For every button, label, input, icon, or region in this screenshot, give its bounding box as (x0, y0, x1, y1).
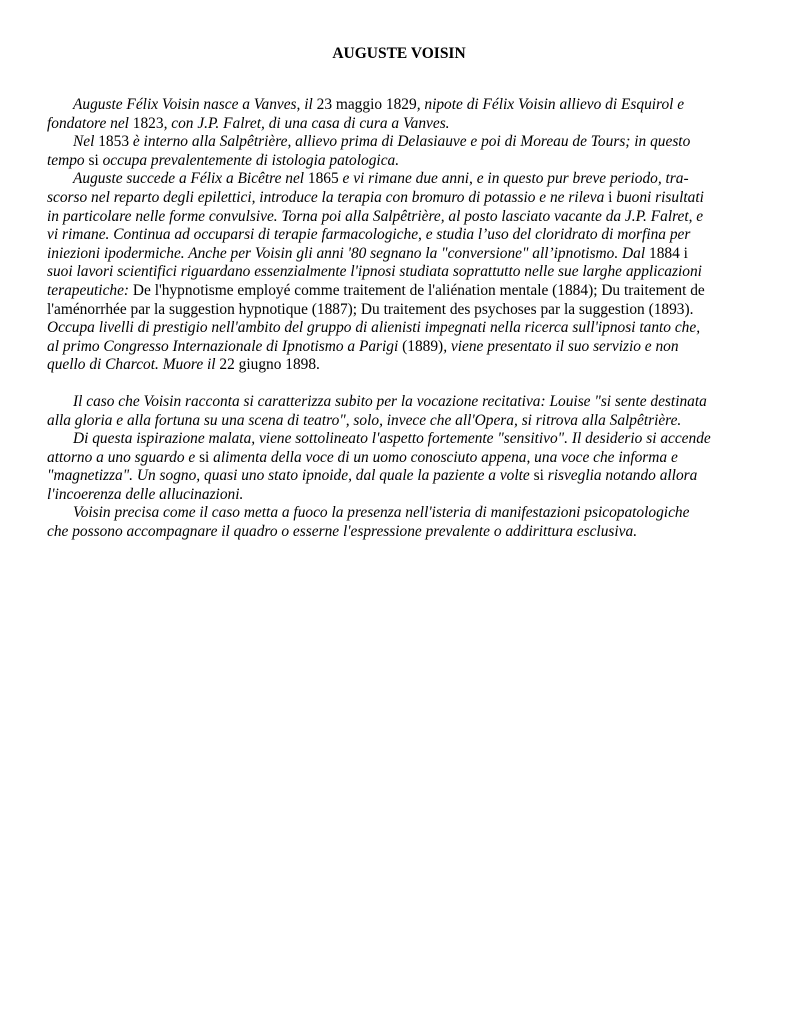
text-run: alla gloria e alla fortuna su una scena di teatro", solo, invece che all'Opera, si ritrova alla Salpêtrière. (47, 411, 682, 429)
text-line (47, 115, 747, 134)
text-run: 1884 (649, 244, 680, 262)
paragraph (47, 133, 747, 170)
text-run: attorno a uno sguardo e (47, 448, 200, 466)
text-run: alimenta della voce di un uomo conosciuto appena, una voce che informa e (209, 448, 678, 466)
document-body (47, 96, 747, 542)
text-line (47, 226, 747, 245)
text-run: Occupa livelli di prestigio nell'ambito del gruppo di alienisti impegnati nella ricerca sull'ipnosi tanto che, (47, 319, 701, 337)
text-line (47, 430, 747, 449)
text-run: si (533, 467, 544, 485)
text-run: e vi rimane due anni, e in questo pur breve periodo, tra- (338, 170, 689, 188)
text-line (47, 467, 747, 486)
text-run: fondatore nel (47, 114, 133, 132)
text-line (47, 319, 747, 338)
text-run: buoni risultati (612, 188, 704, 206)
paragraph (47, 430, 747, 504)
text-run: i (608, 188, 613, 206)
text-run: Di questa ispirazione malata, viene sottolineato l'aspetto fortemente "sensitivo". Il desiderio si accende (73, 430, 711, 448)
text-run: quello di Charcot. Muore il (47, 356, 220, 374)
text-run: suoi lavori scientifici riguardano essenzialmente l'ipnosi studiata soprattutto nelle sue larghe applicazioni (47, 263, 702, 281)
text-run: 1853 (98, 133, 130, 151)
paragraph (47, 504, 747, 541)
text-run: 22 giugno 1898 (219, 356, 317, 374)
text-line (47, 393, 747, 412)
document-title: AUGUSTE VOISIN (332, 45, 466, 62)
text-run: , con J.P. Falret, di una casa di cura a Vanves. (163, 114, 450, 132)
text-line (47, 96, 747, 115)
text-run: (1889) (402, 337, 444, 355)
text-run: scorso nel reparto degli epilettici, introduce la terapia con bromuro di potassio e ne rileva (47, 188, 609, 206)
text-run: tempo (47, 151, 89, 169)
text-run: Auguste succede a Félix a Bicêtre nel (73, 170, 308, 188)
text-line (47, 245, 747, 264)
text-run: 1823 (132, 114, 164, 132)
text-run: al primo Congresso Internazionale di Ipnotismo a Parigi (47, 337, 403, 355)
text-run: De l'hypnotisme employé comme traitement de l'aliénation mentale (1884); Du traitement de (129, 281, 705, 299)
text-run: vi rimane. Continua ad occuparsi di terapie farmacologiche, e studia l’uso del cloridrato di morfina per (47, 226, 691, 244)
paragraph (47, 393, 747, 430)
text-line (47, 263, 747, 282)
text-run: terapeutiche: (47, 281, 130, 299)
text-run: in particolare nelle forme convulsive. Torna poi alla Salpêtrière, al posto lasciato vacante da J.P. Falret, e (47, 207, 704, 225)
text-run: "magnetizza". Un sogno, quasi uno stato ipnoide, dal quale la paziente a volte (47, 467, 534, 485)
text-line (47, 338, 747, 357)
text-line (47, 523, 747, 542)
text-run: i (679, 244, 688, 262)
text-run: Nel (73, 133, 99, 151)
paragraph (47, 96, 747, 133)
text-run: , nipote di Félix Voisin allievo di Esquirol e (416, 96, 685, 113)
text-run: Voisin precisa come il caso metta a fuoco la presenza nell'isteria di manifestazioni psicopatologiche (73, 504, 690, 522)
text-line (47, 504, 747, 523)
document-page (47, 44, 747, 542)
text-run: risveglia notando allora (543, 467, 698, 485)
text-run: Auguste Félix Voisin nasce a Vanves, il (73, 96, 317, 113)
text-line (47, 152, 747, 171)
text-run: l'aménorrhée par la suggestion hypnotique (1887); Du traitement des psychoses par la suggestion (1893). (47, 300, 694, 318)
text-run: l'incoerenza delle allucinazioni. (47, 485, 244, 503)
paragraph (47, 170, 747, 375)
text-line (47, 412, 747, 431)
text-line (47, 170, 747, 189)
text-run: è interno alla Salpêtrière, allievo prima di Delasiauve e poi di Moreau de Tours; in questo (129, 133, 691, 151)
text-line (47, 301, 747, 320)
text-run: occupa prevalentemente di istologia patologica. (98, 151, 400, 169)
text-line (47, 133, 747, 152)
text-run: iniezioni ipodermiche. Anche per Voisin gli anni '80 segnano la "conversione" all’ipnotismo. Dal (47, 244, 649, 262)
text-line (47, 189, 747, 208)
text-run: 23 maggio 1829 (316, 96, 417, 113)
text-run: si (199, 448, 210, 466)
text-run: . (316, 356, 320, 374)
text-run: 1865 (307, 170, 339, 188)
text-line (47, 208, 747, 227)
text-line (47, 282, 747, 301)
text-line (47, 449, 747, 468)
text-line (47, 356, 747, 375)
text-run: , viene presentato il suo servizio e non (443, 337, 679, 355)
text-run: Il caso che Voisin racconta si caratterizza subito per la vocazione recitativa: Louise "si sente destinata (73, 392, 707, 410)
text-run: che possono accompagnare il quadro o esserne l'espressione prevalente o addirittura esclusiva. (47, 523, 638, 541)
text-line (47, 486, 747, 505)
paragraph-gap (47, 375, 747, 393)
text-run: si (88, 151, 99, 169)
